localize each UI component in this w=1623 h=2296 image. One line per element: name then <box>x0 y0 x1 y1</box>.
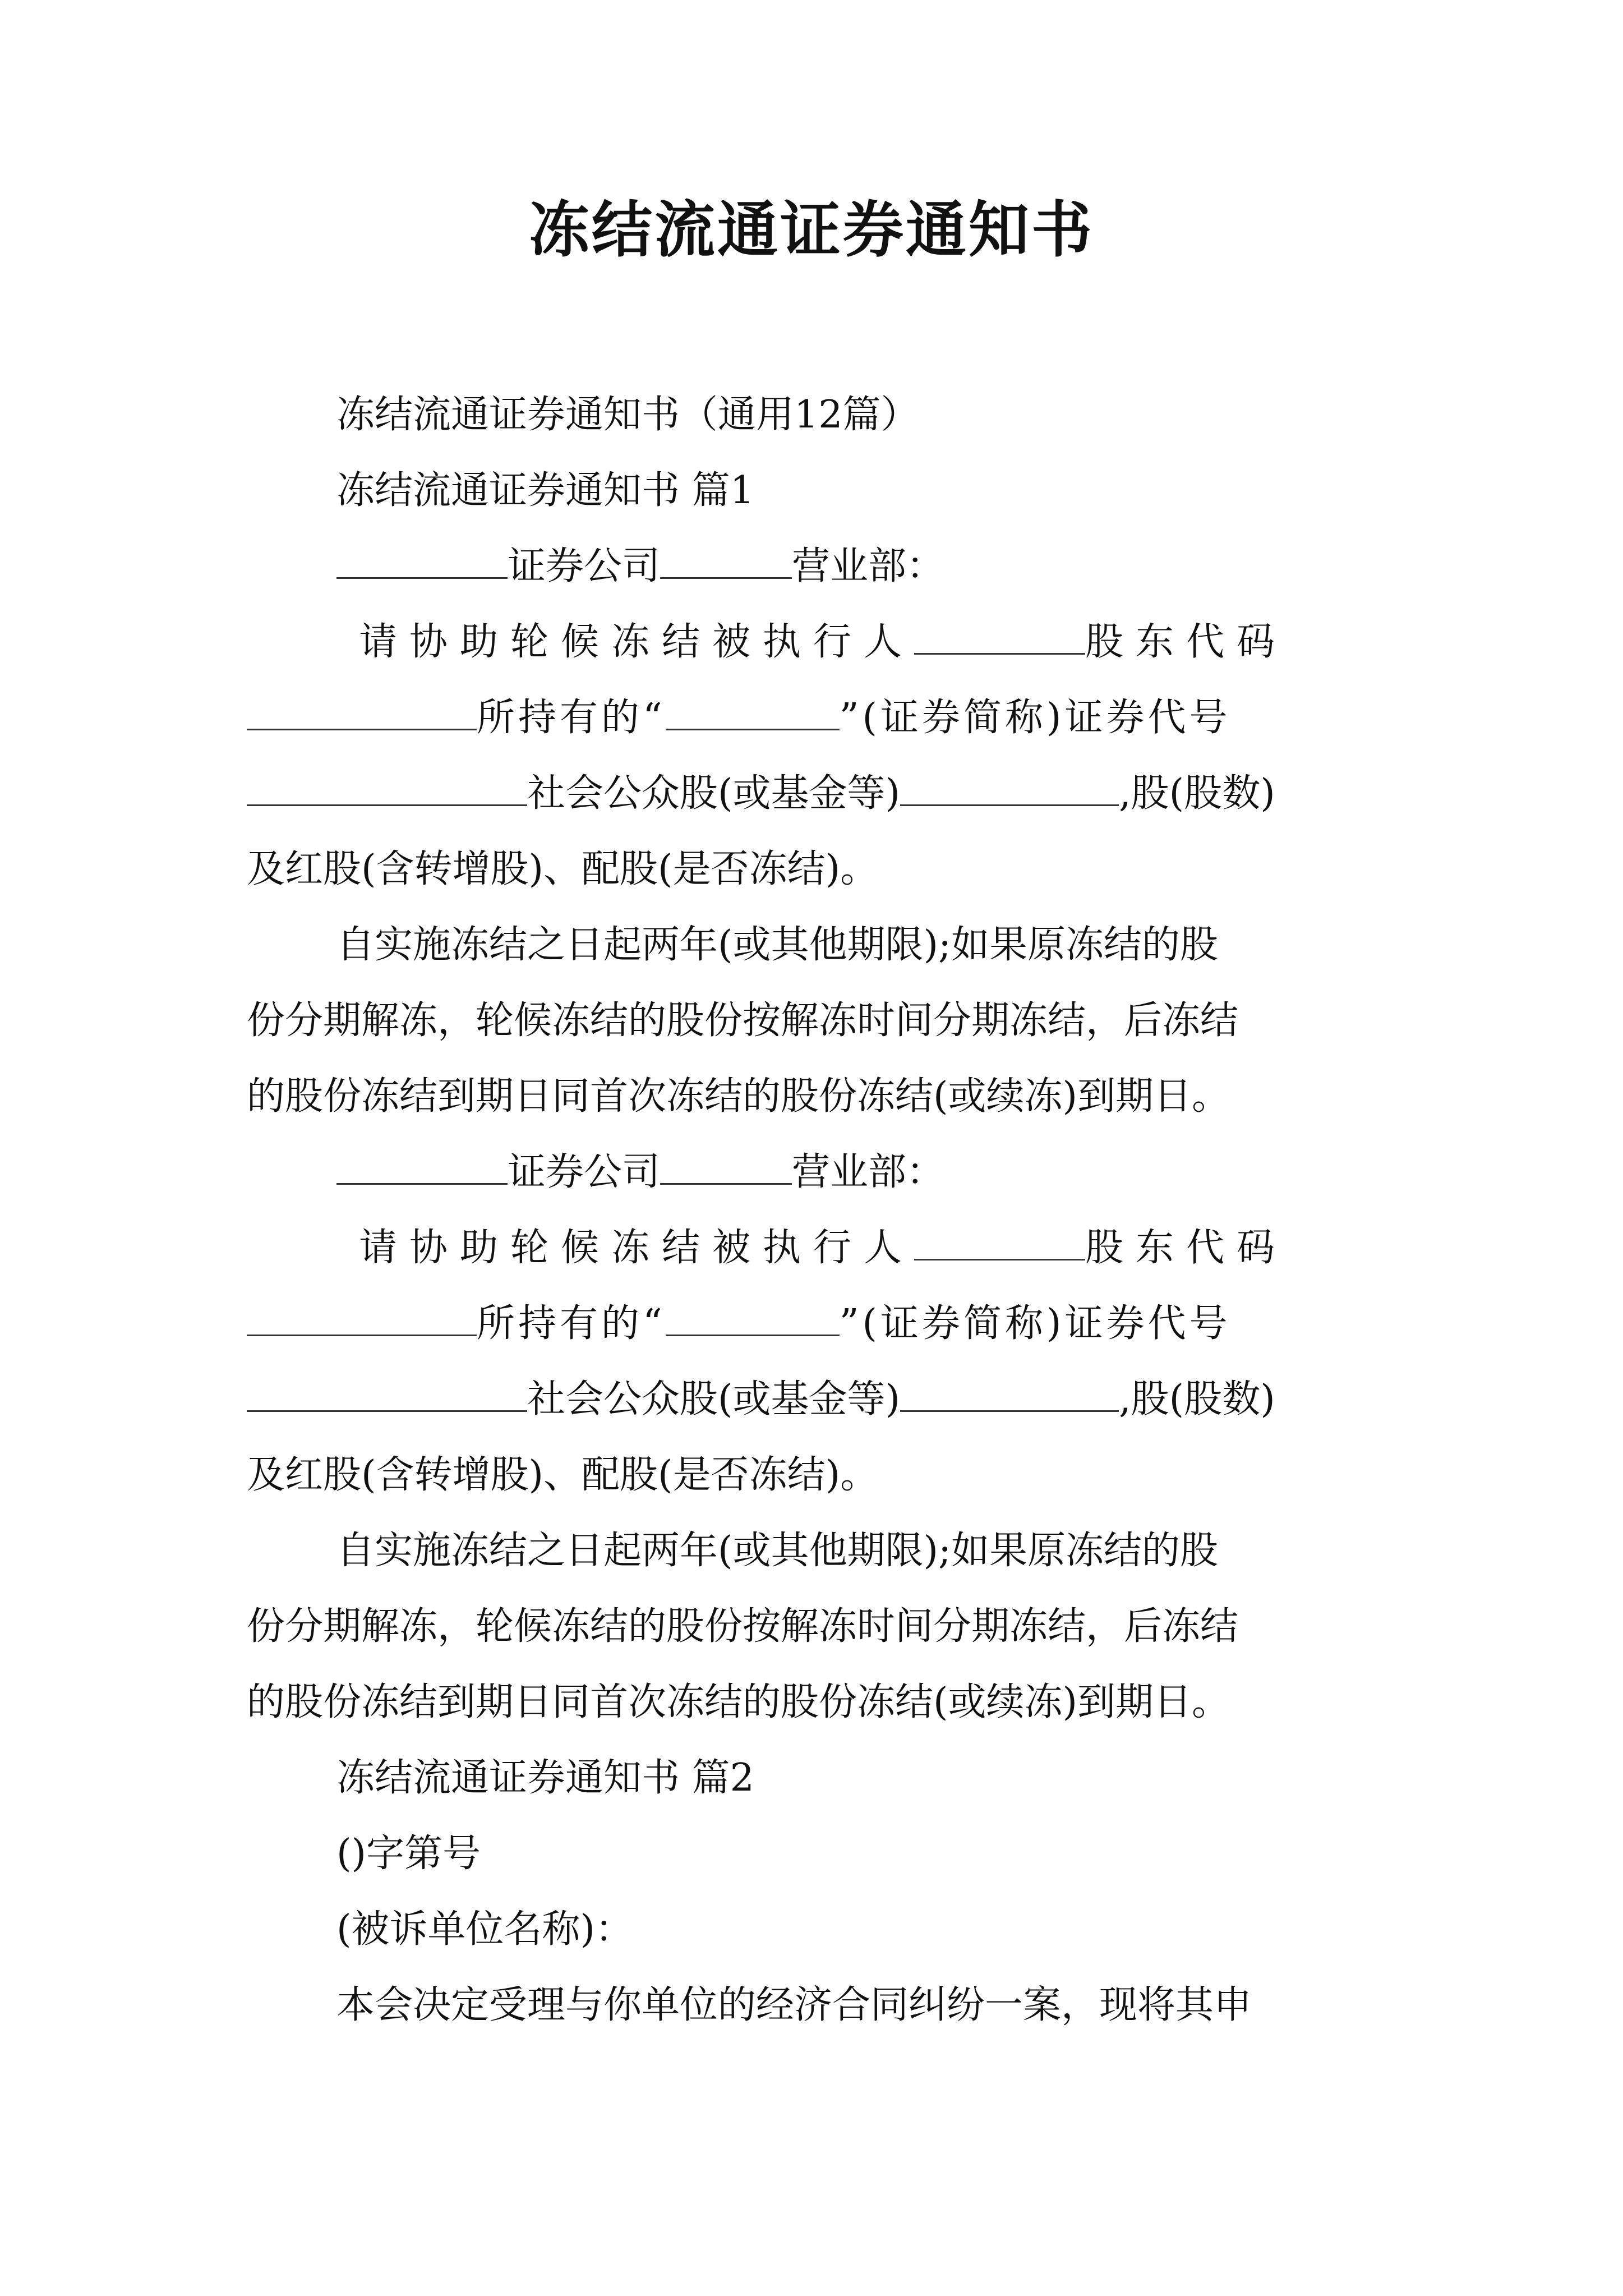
blank-field <box>247 771 527 806</box>
notice2-p1-line3 <box>247 1372 1275 1428</box>
blank-field <box>914 619 1085 655</box>
section-heading-1: 冻结流通证券通知书 篇1 <box>336 468 754 513</box>
blank-field <box>336 544 508 579</box>
blank-field <box>247 695 477 730</box>
section-heading-2: 冻结流通证券通知书 篇2 <box>336 1756 754 1800</box>
blank-field <box>247 1377 527 1412</box>
text-run: ”(证券简称)证券代号 <box>839 1301 1231 1346</box>
blank-field <box>660 544 792 579</box>
notice1-p2-line1: 自实施冻结之日起两年(或其他期限);如果原冻结的股 <box>336 923 1218 967</box>
notice2-p1-line1 <box>359 1220 1374 1276</box>
subtitle-line: 冻结流通证券通知书（通用12篇） <box>336 393 919 437</box>
document-number-line: ()字第号 <box>336 1832 481 1876</box>
notice1-p1-line3 <box>247 766 1275 822</box>
address-line-1 <box>336 539 944 595</box>
notice1-p2-line3: 的股份冻结到期日同首次冻结的股份冻结(或续冻)到期日。 <box>247 1074 1230 1119</box>
text-run: 所持有的“ <box>477 1301 666 1346</box>
document-title: 冻结流通证券通知书 <box>528 195 1094 265</box>
notice1-p1-line4: 及红股(含转增股)、配股(是否冻结)。 <box>247 847 879 891</box>
blank-field <box>900 1377 1119 1412</box>
blank-field <box>247 1301 477 1336</box>
notice2-p1-line4: 及红股(含转增股)、配股(是否冻结)。 <box>247 1453 879 1497</box>
address-dept: 营业部： <box>792 1150 945 1194</box>
text-run: 社会公众股(或基金等) <box>527 771 901 816</box>
blank-field <box>666 695 840 730</box>
address-company: 证券公司 <box>508 544 661 588</box>
blank-field <box>660 1149 792 1185</box>
text-run: 股东代码 <box>1085 620 1288 664</box>
recipient-line: (被诉单位名称)： <box>336 1907 634 1952</box>
text-run: ,股(股数) <box>1119 1377 1275 1421</box>
body-line: 本会决定受理与你单位的经济合同纠纷一案，现将其申 <box>336 1983 1252 2027</box>
blank-field <box>900 771 1119 806</box>
blank-field <box>914 1225 1085 1260</box>
text-run: 股东代码 <box>1085 1226 1288 1270</box>
address-line-2 <box>336 1144 944 1200</box>
notice2-p2-line3: 的股份冻结到期日同首次冻结的股份冻结(或续冻)到期日。 <box>247 1680 1230 1724</box>
notice1-p2-line2: 份分期解冻，轮候冻结的股份按解冻时间分期冻结，后冻结 <box>247 999 1239 1043</box>
notice2-p2-line1: 自实施冻结之日起两年(或其他期限);如果原冻结的股 <box>336 1529 1218 1573</box>
text-run: 所持有的“ <box>477 696 666 740</box>
notice1-p1-line1 <box>359 614 1374 670</box>
notice2-p1-line2 <box>247 1296 1231 1352</box>
text-run: 请协助轮候冻结被执行人 <box>359 620 915 664</box>
text-run: 社会公众股(或基金等) <box>527 1377 901 1421</box>
text-run: ,股(股数) <box>1119 771 1275 816</box>
notice2-p2-line2: 份分期解冻，轮候冻结的股份按解冻时间分期冻结，后冻结 <box>247 1604 1239 1649</box>
text-run: 请协助轮候冻结被执行人 <box>359 1226 915 1270</box>
blank-field <box>666 1301 840 1336</box>
address-dept: 营业部： <box>792 544 945 588</box>
address-company: 证券公司 <box>508 1150 661 1194</box>
text-run: ”(证券简称)证券代号 <box>839 696 1231 740</box>
blank-field <box>336 1149 508 1185</box>
notice1-p1-line2 <box>247 690 1231 746</box>
